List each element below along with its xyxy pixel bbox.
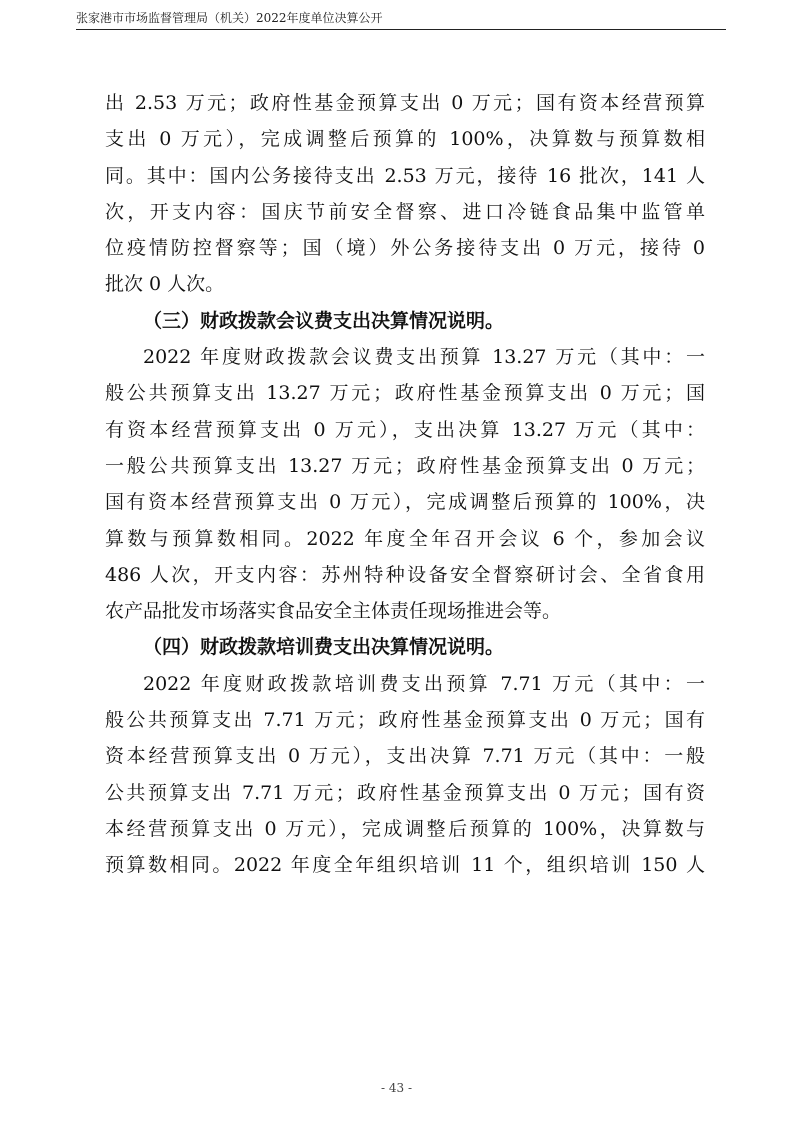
document-body: [105, 85, 705, 884]
paragraph-line: 预算数相同。2022 年度全年组织培训 11 个，组织培训 150 人: [105, 854, 705, 877]
paragraph-line: 支出 0 万元），完成调整后预算的 100%，决算数与预算数相: [105, 128, 705, 151]
paragraph-line: 农产品批发市场落实食品安全主体责任现场推进会等。: [105, 600, 562, 623]
paragraph-line: 有资本经营预算支出 0 万元），支出决算 13.27 万元（其中：: [105, 418, 705, 441]
paragraph-line: 般公共预算支出 13.27 万元；政府性基金预算支出 0 万元；国: [105, 382, 705, 405]
paragraph-line: 位疫情防控督察等；国（境）外公务接待支出 0 万元，接待 0: [105, 237, 705, 260]
paragraph-line: 资本经营预算支出 0 万元），支出决算 7.71 万元（其中：一般: [105, 745, 705, 768]
section-heading-meeting-fees: （三）财政拨款会议费支出决算情况说明。: [143, 309, 505, 332]
paragraph-line: 次，开支内容：国庆节前安全督察、进口冷链食品集中监管单: [105, 200, 705, 223]
paragraph-line: 2022 年度财政拨款培训费支出预算 7.71 万元（其中：一: [143, 672, 705, 695]
paragraph-line: 批次 0 人次。: [105, 273, 225, 296]
paragraph-line: 486 人次，开支内容：苏州特种设备安全督察研讨会、全省食用: [105, 563, 705, 586]
page-number: - 43 -: [380, 1081, 412, 1095]
paragraph-line: 般公共预算支出 7.71 万元；政府性基金预算支出 0 万元；国有: [105, 709, 705, 732]
paragraph-line: 出 2.53 万元；政府性基金预算支出 0 万元；国有资本经营预算: [105, 92, 705, 114]
paragraph-line: 算数与预算数相同。2022 年度全年召开会议 6 个，参加会议: [105, 527, 705, 550]
paragraph-line: 本经营预算支出 0 万元），完成调整后预算的 100%，决算数与: [105, 817, 705, 840]
section-heading-training-fees: （四）财政拨款培训费支出决算情况说明。: [143, 636, 505, 659]
paragraph-line: 2022 年度财政拨款会议费支出预算 13.27 万元（其中：一: [143, 346, 705, 369]
paragraph-line: 同。其中：国内公务接待支出 2.53 万元，接待 16 批次，141 人: [105, 164, 705, 187]
paragraph-line: 国有资本经营预算支出 0 万元），完成调整后预算的 100%，决: [105, 491, 705, 514]
paragraph-line: 一般公共预算支出 13.27 万元；政府性基金预算支出 0 万元；: [105, 454, 705, 477]
running-header: 张家港市市场监督管理局（机关）2022年度单位决算公开: [76, 8, 726, 30]
paragraph-line: 公共预算支出 7.71 万元；政府性基金预算支出 0 万元；国有资: [105, 781, 705, 804]
